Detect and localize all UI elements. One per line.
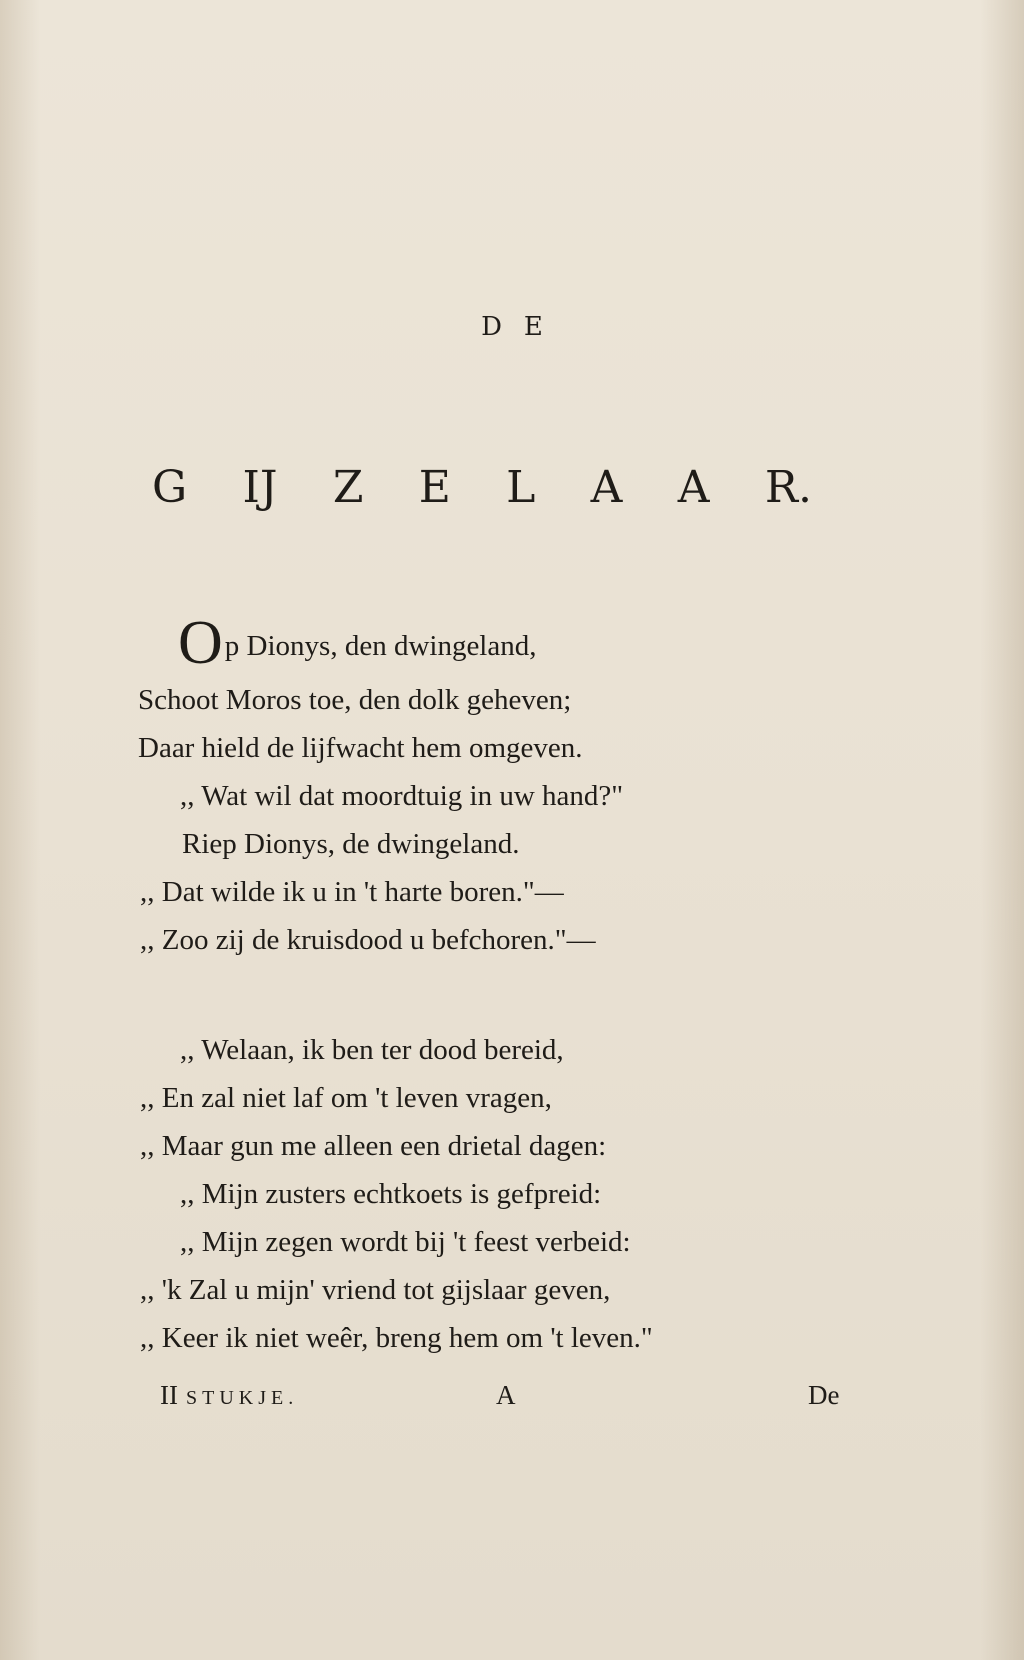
drop-cap: O [178,609,223,677]
verse-line: ,, Dat wilde ik u in 't harte boren."— [140,876,564,908]
page-footer [0,1380,1024,1420]
verse-line: Riep Dionys, de dwingeland. [182,828,520,860]
heading-letter: R. [764,462,812,513]
signature-label [160,1380,298,1411]
verse-line: ,, Wat wil dat moordtuig in uw hand?" [180,780,624,812]
heading-letter: Z [332,462,364,513]
verse-line: ,, Keer ik niet weêr, breng hem om 't leven." [140,1322,653,1354]
verse-line: ,, Mijn zusters echtkoets is gefpreid: [180,1178,602,1210]
heading-de: DE [481,312,565,342]
heading-letter: G [152,462,188,513]
verse-line: Daar hield de lijfwacht hem omgeven. [138,732,583,764]
heading-letter: IJ [242,462,278,513]
verse-line: Schoot Moros toe, den dolk geheven; [138,684,572,716]
verse-line-text: p Dionys, den dwingeland, [224,630,537,662]
verse-line [178,609,537,677]
verse-line: ,, 'k Zal u mijn' vriend tot gijslaar geven, [140,1274,611,1306]
heading-gijzelaar [152,462,812,513]
heading-letter: A [677,462,710,513]
catchword: De [808,1380,840,1410]
verse-line: ,, En zal niet laf om 't leven vragen, [140,1082,552,1114]
heading-letter: E [418,462,451,513]
verse-line: ,, Mijn zegen wordt bij 't feest verbeid: [180,1226,631,1258]
verse-line: ,, Zoo zij de kruisdood u befchoren."— [140,924,596,956]
heading-letter: L [506,462,536,513]
signature-word: STUKJE. [185,1387,299,1409]
signature-roman: II [160,1380,178,1410]
verse-line: ,, Maar gun me alleen een drietal dagen: [140,1130,607,1162]
heading-letter: A [590,462,623,513]
verse-line: ,, Welaan, ik ben ter dood bereid, [180,1034,564,1066]
signature-mark: A [496,1380,516,1410]
